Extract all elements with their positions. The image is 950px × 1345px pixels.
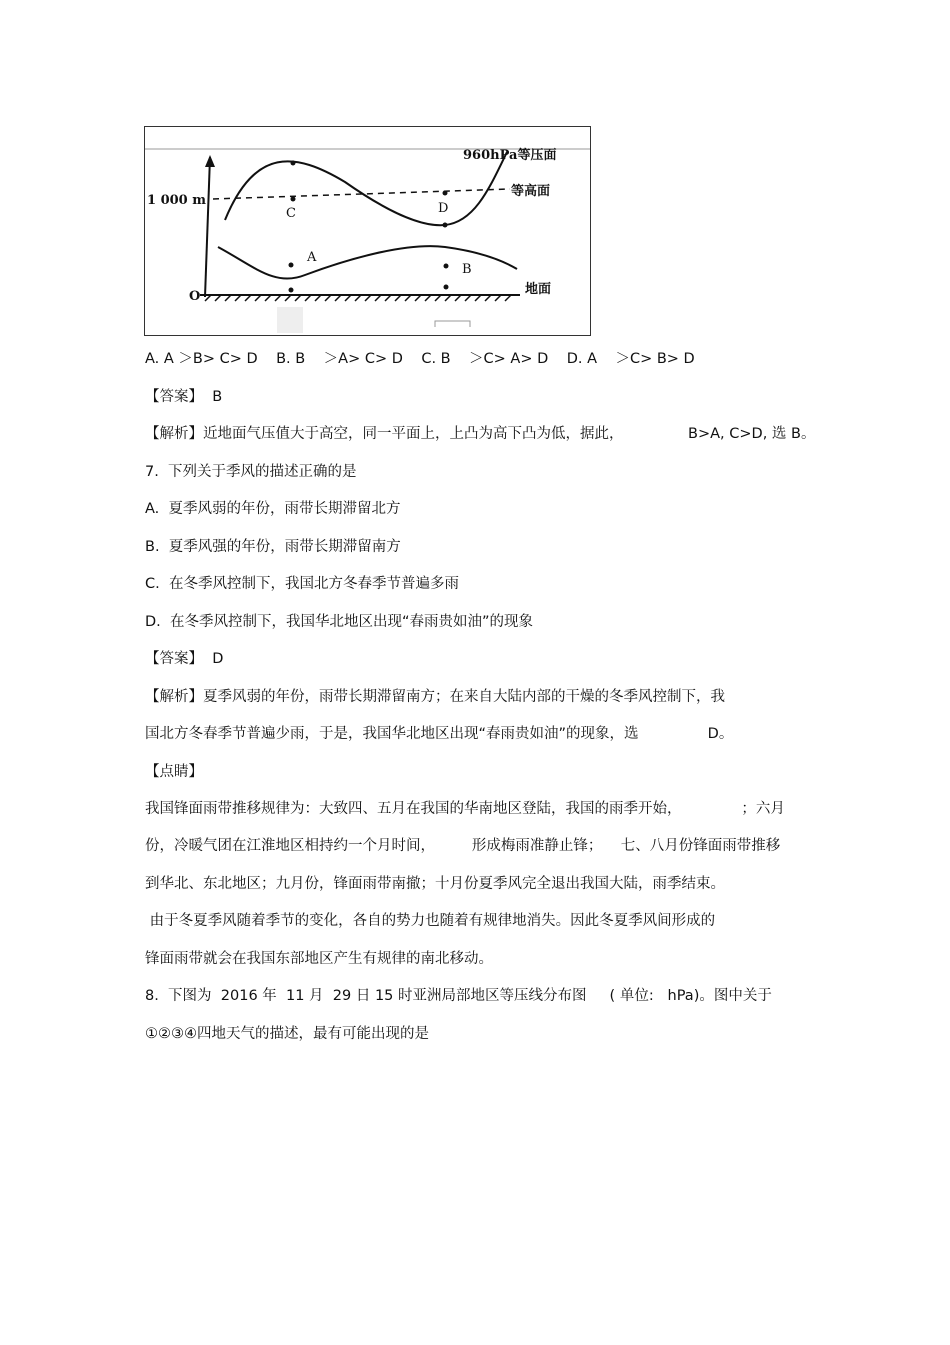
label-c: C xyxy=(286,206,296,221)
point-d xyxy=(443,191,448,196)
isoheight-label: 等高面 xyxy=(511,184,551,199)
isoheight-line xyxy=(213,189,510,199)
q7-analysis-1: 【解析】夏季风弱的年份，雨带长期滞留南方；在来自大陆内部的干燥的冬季风控制下，我 xyxy=(145,689,725,705)
q7-tip-5: 锋面雨带就会在我国东部地区产生有规律的南北移动。 xyxy=(145,951,493,967)
point-ground-b xyxy=(444,285,449,290)
q6-answer: 【答案】 B xyxy=(145,389,223,405)
scan-artifact-2 xyxy=(435,321,470,327)
point-a xyxy=(289,263,294,268)
q6-options: A. A ＞B> C> D B. B ＞A> C> D C. B ＞C> A> D D. A ＞C> B> D xyxy=(145,351,695,367)
height-label: 1 000 m xyxy=(147,193,206,208)
height-axis xyxy=(205,157,210,297)
q7-tip-2: 份，冷暖气团在江淮地区相持约一个月时间， 形成梅雨准静止锋； 七、八月份锋面雨带推移 xyxy=(145,838,781,854)
q7-tip-header: 【点睛】 xyxy=(145,764,203,780)
scan-artifact xyxy=(277,307,303,333)
label-d: D xyxy=(438,201,449,216)
q7-tip-3: 到华北、东北地区；九月份，锋面雨带南撤；十月份夏季风完全退出我国大陆，雨季结束。 xyxy=(145,876,725,892)
point-d-low xyxy=(443,223,448,228)
q6-analysis: 【解析】近地面气压值大于高空，同一平面上，上凸为高下凸为低，据此， B>A, C>D, 选 B。 xyxy=(145,426,816,442)
q7-option-a: A. 夏季风弱的年份，雨带长期滞留北方 xyxy=(145,501,401,517)
q7-tip-4: 由于冬夏季风随着季节的变化，各自的势力也随着有规律地消失。因此冬夏季风间形成的 xyxy=(145,913,716,929)
point-top xyxy=(291,161,296,166)
q8-stem-2: ①②③④四地天气的描述，最有可能出现的是 xyxy=(145,1026,429,1042)
q7-tip-1: 我国锋面雨带推移规律为：大致四、五月在我国的华南地区登陆，我国的雨季开始， ；六月 xyxy=(145,801,785,817)
axis-arrow-icon xyxy=(205,155,215,167)
point-b xyxy=(444,264,449,269)
isobar-label: 960hPa等压面 xyxy=(463,148,557,163)
q7-option-b: B. 夏季风强的年份，雨带长期滞留南方 xyxy=(145,539,401,555)
q7-option-c: C. 在冬季风控制下，我国北方冬春季节普遍多雨 xyxy=(145,576,459,592)
ground-label: 地面 xyxy=(525,282,552,297)
q8-stem-1: 8. 下图为 2016 年 11 月 29 日 15 时亚洲局部地区等压线分布图 ( 单位: hPa)。图中关于 xyxy=(145,988,772,1004)
label-a: A xyxy=(307,250,317,265)
isobar-lower-curve xyxy=(218,246,517,278)
isobar-diagram xyxy=(144,126,591,336)
point-ground-a xyxy=(289,288,294,293)
q7-analysis-2: 国北方冬春季节普遍少雨，于是，我国华北地区出现“春雨贵如油”的现象，选 D。 xyxy=(145,726,734,742)
origin-label: O xyxy=(189,289,201,304)
label-b: B xyxy=(462,262,472,277)
point-c xyxy=(291,197,296,202)
q7-option-d: D. 在冬季风控制下，我国华北地区出现“春雨贵如油”的现象 xyxy=(145,614,534,630)
q7-answer: 【答案】 D xyxy=(145,651,224,667)
q7-stem: 7. 下列关于季风的描述正确的是 xyxy=(145,464,357,480)
